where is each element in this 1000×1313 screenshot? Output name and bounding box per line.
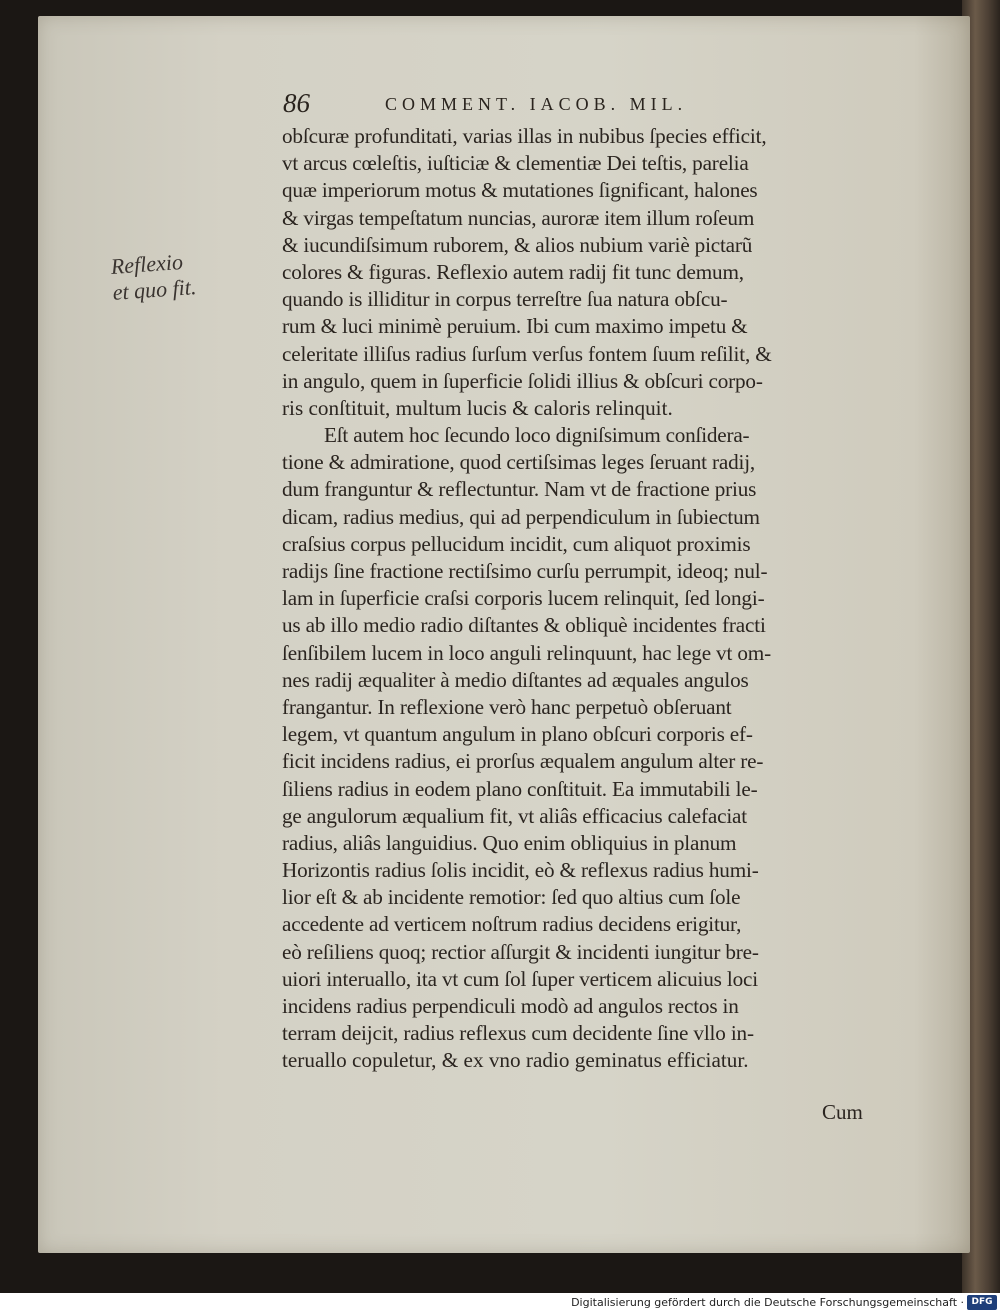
text-line: radijs ſine fractione rectiſsimo curſu perrumpit, ideoq; nul- [282, 559, 768, 583]
text-line: quando is illiditur in corpus terreſtre ſua natura obſcu- [282, 287, 728, 312]
catchword: Cum [822, 1100, 863, 1124]
text-line: & iucundiſsimum ruborem, & alios nubium variè pictarũ [282, 232, 753, 257]
dfg-logo-icon: DFG [967, 1295, 997, 1310]
text-line: uiori interuallo, ita vt cum ſol ſuper verticem alicuius loci [282, 966, 758, 991]
text-line: Horizontis radius ſolis incidit, eò & reflexus radius humi- [282, 858, 759, 883]
text-line: & virgas tempeſtatum nuncias, auroræ item illum roſeum [282, 205, 755, 230]
margin-note-line: et quo fit. [111, 274, 198, 305]
text-line: nes radij æqualiter à medio diſtantes ad æquales angulos [282, 667, 749, 692]
text-line: colores & figuras. Reflexio autem radij fit tunc demum, [282, 259, 744, 284]
text-line: in angulo, quem in ſuperficie ſolidi illius & obſcuri corpo- [282, 368, 763, 393]
text-line: terram deijcit, radius reflexus cum decidente ſine vllo in- [282, 1021, 754, 1046]
text-line: craſsius corpus pellucidum incidit, cum aliquot proximis [282, 531, 751, 556]
text-line: celeritate illiſus radius ſurſum verſus fontem ſuum reſilit, & [282, 341, 772, 366]
text-line: us ab illo medio radio diſtantes & obliquè incidentes fracti [282, 613, 766, 638]
text-line: radius, aliâs languidius. Quo enim obliquius in planum [282, 830, 737, 855]
page-number: 86 [283, 88, 310, 118]
text-line: dum franguntur & reflectuntur. Nam vt de fractione prius [282, 477, 757, 502]
text-line: ficit incidens radius, ei prorſus æqualem angulum alter re- [282, 749, 764, 774]
text-line: eò reſiliens quoq; rectior aſſurgit & incidenti iungitur bre- [282, 939, 759, 964]
handwritten-margin-note [110, 243, 273, 306]
funding-notice: Digitalisierung gefördert durch die Deutsche Forschungsgemeinschaft · [571, 1296, 964, 1309]
body-text [282, 123, 882, 1075]
text-line: quæ imperiorum motus & mutationes ſignificant, halones [282, 178, 758, 203]
text-line: vt arcus cœleſtis, iuſticiæ & clementiæ Dei teſtis, parelia [282, 151, 749, 176]
text-line: lam in ſuperficie craſsi corporis lucem relinquit, ſed longi- [282, 586, 765, 611]
text-line: ſiliens radius in eodem plano conſtituit. Ea immutabili le- [282, 776, 758, 801]
text-line: ge angulorum æqualium fit, vt aliâs efficacius calefaciat [282, 803, 747, 828]
text-line: Eſt autem hoc ſecundo loco digniſsimum conſidera- [324, 423, 750, 448]
text-line: incidens radius perpendiculi modò ad angulos rectos in [282, 994, 739, 1018]
text-line: dicam, radius medius, qui ad perpendiculum in ſubiectum [282, 504, 760, 529]
text-line: accedente ad verticem noſtrum radius decidens erigitur, [282, 912, 742, 937]
text-line: lior eſt & ab incidente remotior: ſed quo altius cum ſole [282, 885, 741, 910]
margin-note-line: Reflexio [110, 248, 184, 279]
footer-bar [0, 1293, 1000, 1313]
text-line: legem, vt quantum angulum in plano obſcuri corporis ef- [282, 722, 753, 747]
text-line: obſcuræ profunditati, varias illas in nubibus ſpecies efficit, [282, 124, 767, 148]
text-line: tione & admiratione, quod certiſsimas leges ſeruant radij, [282, 450, 756, 475]
text-line: teruallo copuletur, & ex vno radio geminatus efficiatur. [282, 1048, 749, 1073]
running-title: COMMENT. IACOB. MIL. [385, 94, 688, 114]
running-head [283, 88, 883, 118]
text-line: rum & luci minimè peruium. Ibi cum maximo impetu & [282, 314, 748, 339]
text-line: ſenſibilem lucem in loco anguli relinquunt, hac lege vt om- [282, 640, 771, 665]
text-line: ris conſtituit, multum lucis & caloris relinquit. [282, 395, 673, 420]
text-line: frangantur. In reflexione verò hanc perpetuò obſeruant [282, 694, 732, 719]
